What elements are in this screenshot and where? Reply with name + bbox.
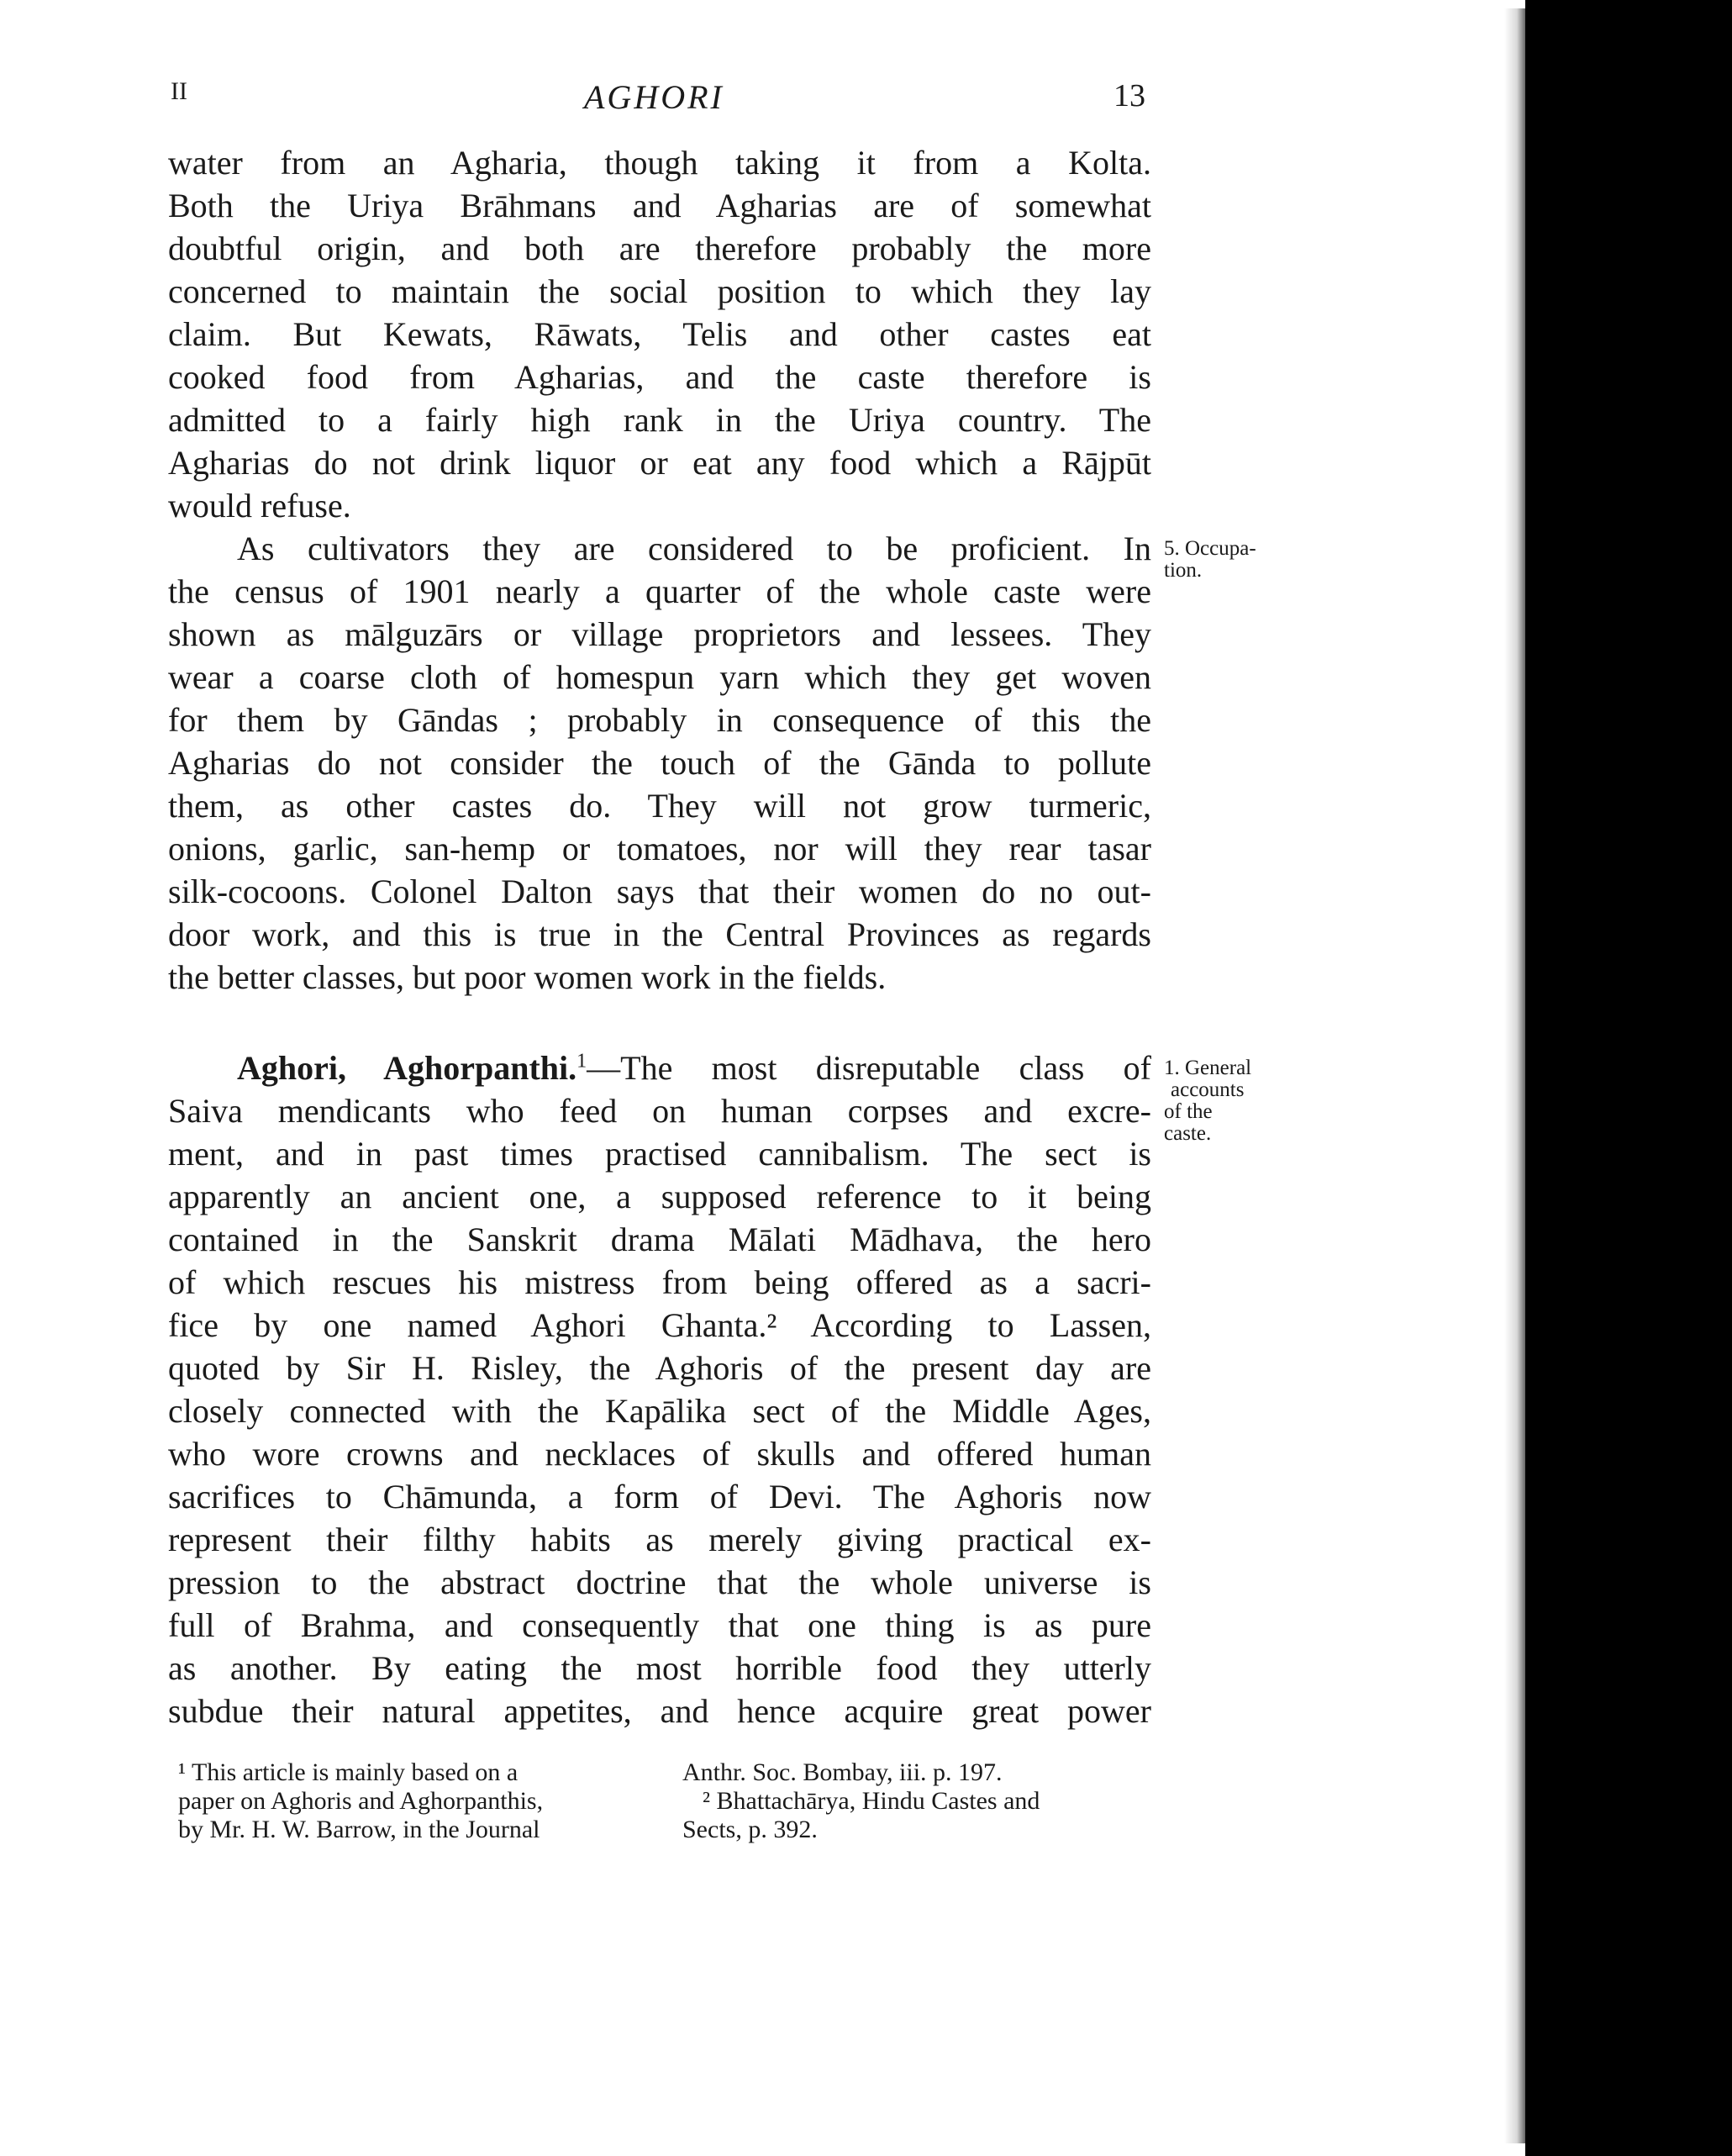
scan-black-border (1525, 0, 1732, 2156)
text-line: quoted by Sir H. Risley, the Aghoris of the present day are (168, 1349, 1151, 1387)
page-edge-shadow (1504, 8, 1525, 2143)
footnote-line: by Mr. H. W. Barrow, in the Journal (178, 1816, 540, 1843)
margin-note-line: caste. (1164, 1122, 1212, 1145)
footnote-marker: 1 (576, 1050, 587, 1073)
text-line: As cultivators they are considered to be proficient. In (237, 530, 1151, 567)
text-line: doubtful origin, and both are therefore probably the more (168, 229, 1151, 267)
text-line: shown as mālguzārs or village proprietors and lessees. They (168, 615, 1151, 653)
footnote-left (178, 1758, 543, 1844)
page-number: 13 (1113, 78, 1145, 113)
footnote-line: paper on Aghoris and Aghorpanthis, (178, 1787, 544, 1815)
footnote-right (682, 1758, 1040, 1844)
running-title: AGHORI (584, 78, 724, 116)
article-aghori (168, 1046, 1151, 1732)
article-first-line-text: —The most disreputable class of (587, 1049, 1151, 1087)
text-line: for them by Gāndas ; probably in consequence of this the (168, 701, 1151, 739)
margin-note-general-accounts (1164, 1057, 1251, 1145)
text-line: represent their filthy habits as merely giving practical ex- (168, 1521, 1151, 1558)
text-line: onions, garlic, san-hemp or tomatoes, nor will they rear tasar (168, 830, 1151, 867)
paragraph-continued (168, 141, 1151, 527)
chapter-number: II (171, 77, 187, 105)
footnote-line: ² Bhattachārya, Hindu Castes and (703, 1787, 1040, 1815)
margin-note-occupation (1164, 538, 1256, 582)
text-line: admitted to a fairly high rank in the Uriya country. The (168, 401, 1151, 439)
paragraph-occupation (168, 527, 1151, 999)
margin-note-line: 1. General (1164, 1057, 1252, 1079)
text-line: cooked food from Agharias, and the caste therefore is (168, 358, 1151, 396)
footnote-line: Anthr. Soc. Bombay, iii. p. 197. (682, 1758, 1003, 1786)
text-line: water from an Agharia, though taking it from a Kolta. (168, 144, 1151, 182)
text-line: concerned to maintain the social position to which they lay (168, 272, 1151, 310)
text-line: who wore crowns and necklaces of skulls and offered human (168, 1435, 1151, 1473)
margin-note-line: of the (1164, 1100, 1213, 1123)
margin-note-line: 5. Occupa- (1164, 537, 1256, 560)
text-line: the census of 1901 nearly a quarter of the whole caste were (168, 572, 1151, 610)
text-line: apparently an ancient one, a supposed reference to it being (168, 1178, 1151, 1215)
text-line: claim. But Kewats, Rāwats, Telis and other castes eat (168, 315, 1151, 353)
text-line: pression to the abstract doctrine that the whole universe is (168, 1563, 1151, 1601)
margin-note-line: accounts (1171, 1078, 1245, 1101)
text-line: the better classes, but poor women work in the fields. (168, 958, 887, 996)
text-line: contained in the Sanskrit drama Mālati Mādhava, the hero (168, 1220, 1151, 1258)
text-line: closely connected with the Kapālika sect of the Middle Ages, (168, 1392, 1151, 1430)
article-first-line (168, 1046, 1151, 1089)
text-line: as another. By eating the most horrible food they utterly (168, 1649, 1151, 1687)
text-line: Agharias do not drink liquor or eat any food which a Rājpūt (168, 444, 1151, 482)
text-line: of which rescues his mistress from being offered as a sacri- (168, 1263, 1151, 1301)
text-line: them, as other castes do. They will not grow turmeric, (168, 787, 1151, 825)
text-line: would refuse. (168, 487, 351, 525)
text-line: Agharias do not consider the touch of the Gānda to pollute (168, 744, 1151, 782)
text-line: Both the Uriya Brāhmans and Agharias are of somewhat (168, 187, 1151, 224)
article-heading: Aghori, Aghorpanthi. (237, 1049, 577, 1087)
text-line: wear a coarse cloth of homespun yarn which they get woven (168, 658, 1151, 696)
text-line: ment, and in past times practised cannibalism. The sect is (168, 1135, 1151, 1173)
text-line: silk-cocoons. Colonel Dalton says that their women do no out- (168, 872, 1151, 910)
footnote-line: ¹ This article is mainly based on a (178, 1758, 519, 1786)
text-line: sacrifices to Chāmunda, a form of Devi. The Aghoris now (168, 1478, 1151, 1516)
footnote-line: Sects, p. 392. (682, 1816, 818, 1843)
text-line: subdue their natural appetites, and hence acquire great power (168, 1692, 1151, 1730)
text-line: full of Brahma, and consequently that one thing is as pure (168, 1606, 1151, 1644)
text-line: Saiva mendicants who feed on human corpses and excre- (168, 1092, 1151, 1130)
text-line: door work, and this is true in the Central Provinces as regards (168, 915, 1151, 953)
text-line: fice by one named Aghori Ghanta.² According to Lassen, (168, 1306, 1151, 1344)
margin-note-line: tion. (1164, 559, 1203, 582)
